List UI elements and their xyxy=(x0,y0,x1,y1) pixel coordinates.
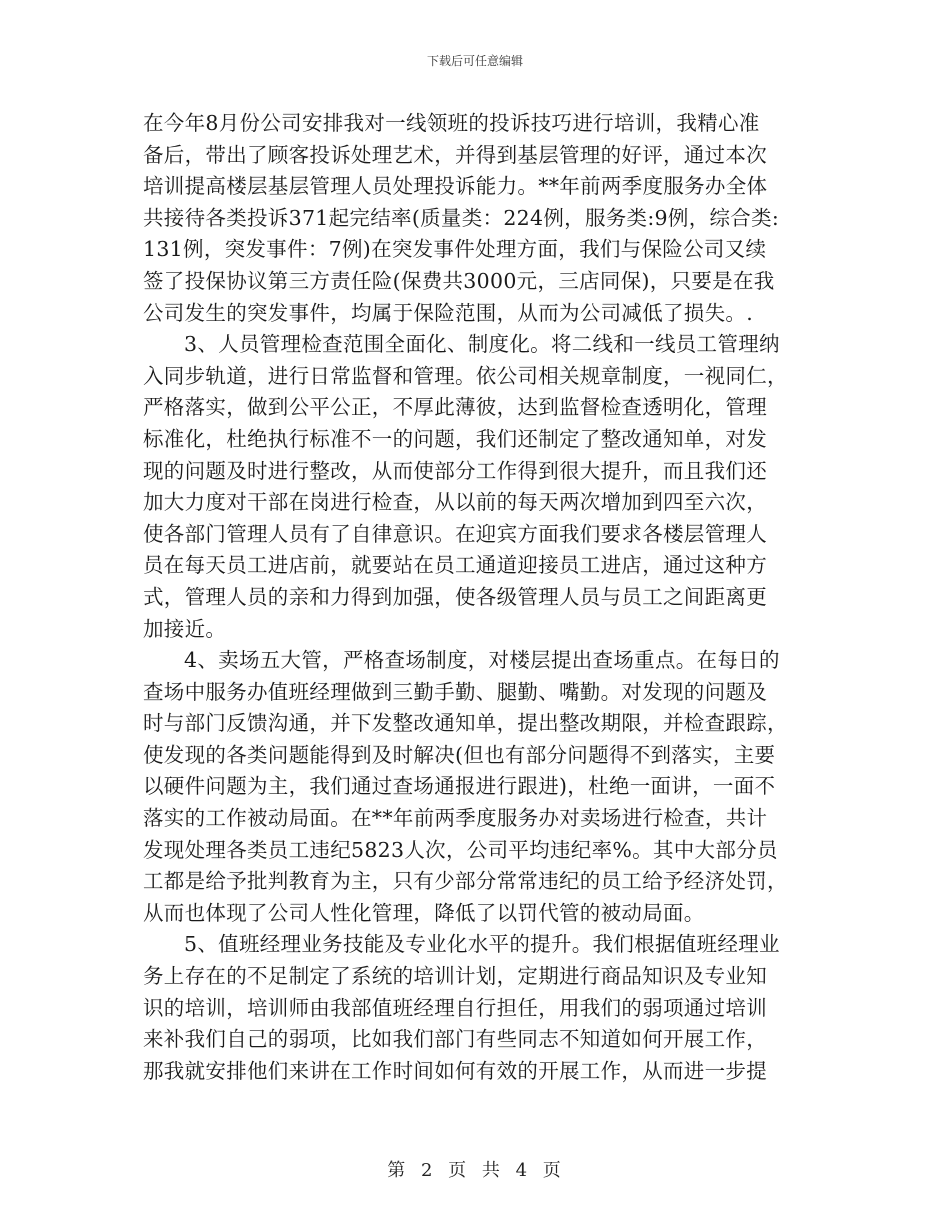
text-line: 使各部门管理人员有了自律意识。在迎宾方面我们要求各楼层管理人 xyxy=(143,521,767,546)
text-line: 加大力度对干部在岗进行检查，从以前的每天两次增加到四至六次， xyxy=(143,490,767,515)
text-line: 以硬件问题为主，我们通过查场通报进行跟进)，杜绝一面讲，一面不 xyxy=(143,774,776,799)
text-line: 标准化，杜绝执行标准不一的问题，我们还制定了整改通知单，对发 xyxy=(143,426,767,451)
document-body xyxy=(143,108,807,1087)
text-line: 落实的工作被动局面。在**年前两季度服务办对卖场进行检查，共计 xyxy=(143,806,768,831)
paragraph-3-start: 3、人员管理检查范围全面化、制度化。将二线和一线员工管理纳 xyxy=(184,332,780,357)
text-line: 务上存在的不足制定了系统的培训计划，定期进行商品知识及专业知 xyxy=(143,964,767,989)
text-line: 式，管理人员的亲和力得到加强，使各级管理人员与员工之间距离更 xyxy=(143,584,767,609)
text-line: 131例，突发事件：7例)在突发事件处理方面，我们与保险公司又续 xyxy=(143,237,767,262)
text-line: 识的培训，培训师由我部值班经理自行担任，用我们的弱项通过培训 xyxy=(143,995,767,1020)
text-line: 那我就安排他们来讲在工作时间如何有效的开展工作，从而进一步提 xyxy=(143,1058,767,1083)
text-line: 来补我们自己的弱项，比如我们部门有些同志不知道如何开展工作， xyxy=(143,1027,767,1052)
text-line: 使发现的各类问题能得到及时解决(但也有部分问题得不到落实，主要 xyxy=(143,742,776,767)
text-line: 备后，带出了顾客投诉处理艺术，并得到基层管理的好评，通过本次 xyxy=(143,142,767,167)
text-line: 工都是给予批判教育为主，只有少部分常常违纪的员工给予经济处罚， xyxy=(143,869,788,894)
text-line: 严格落实，做到公平公正，不厚此薄彼，达到监督检查透明化，管理 xyxy=(143,395,767,420)
text-line: 现的问题及时进行整改，从而使部分工作得到很大提升，而且我们还 xyxy=(143,458,767,483)
text-line: 共接待各类投诉371起完结率(质量类：224例，服务类:9例，综合类: xyxy=(143,205,780,230)
text-line: 查场中服务办值班经理做到三勤手勤、腿勤、嘴勤。对发现的问题及 xyxy=(143,679,767,704)
text-line: 从而也体现了公司人性化管理，降低了以罚代管的被动局面。 xyxy=(143,900,705,925)
text-line: 公司发生的突发事件，均属于保险范围，从而为公司减低了损失。. xyxy=(143,300,754,325)
text-line: 入同步轨道，进行日常监督和管理。依公司相关规章制度，一视同仁， xyxy=(143,363,788,388)
text-line: 时与部门反馈沟通，并下发整改通知单，提出整改期限，并检查跟踪， xyxy=(143,711,788,736)
page-header: 下载后可任意编辑 xyxy=(426,54,523,68)
paragraph-5-start: 5、值班经理业务技能及专业化水平的提升。我们根据值班经理业 xyxy=(184,932,780,957)
text-line: 签了投保协议第三方责任险(保费共3000元，三店同保)，只要是在我 xyxy=(143,268,775,293)
text-line: 加接近。 xyxy=(143,616,227,641)
text-line: 发现处理各类员工违纪5823人次，公司平均违纪率%。其中大部分员 xyxy=(143,837,778,862)
text-line: 培训提高楼层基层管理人员处理投诉能力。**年前两季度服务办全体 xyxy=(143,174,768,199)
paragraph-4-start: 4、卖场五大管，严格查场制度，对楼层提出查场重点。在每日的 xyxy=(184,648,780,673)
text-line: 在今年8月份公司安排我对一线领班的投诉技巧进行培训，我精心准 xyxy=(143,111,760,135)
text-line: 员在每天员工进店前，就要站在员工通道迎接员工进店，通过这种方 xyxy=(143,553,767,578)
page-footer: 第 2 页 共 4 页 xyxy=(387,1160,563,1181)
